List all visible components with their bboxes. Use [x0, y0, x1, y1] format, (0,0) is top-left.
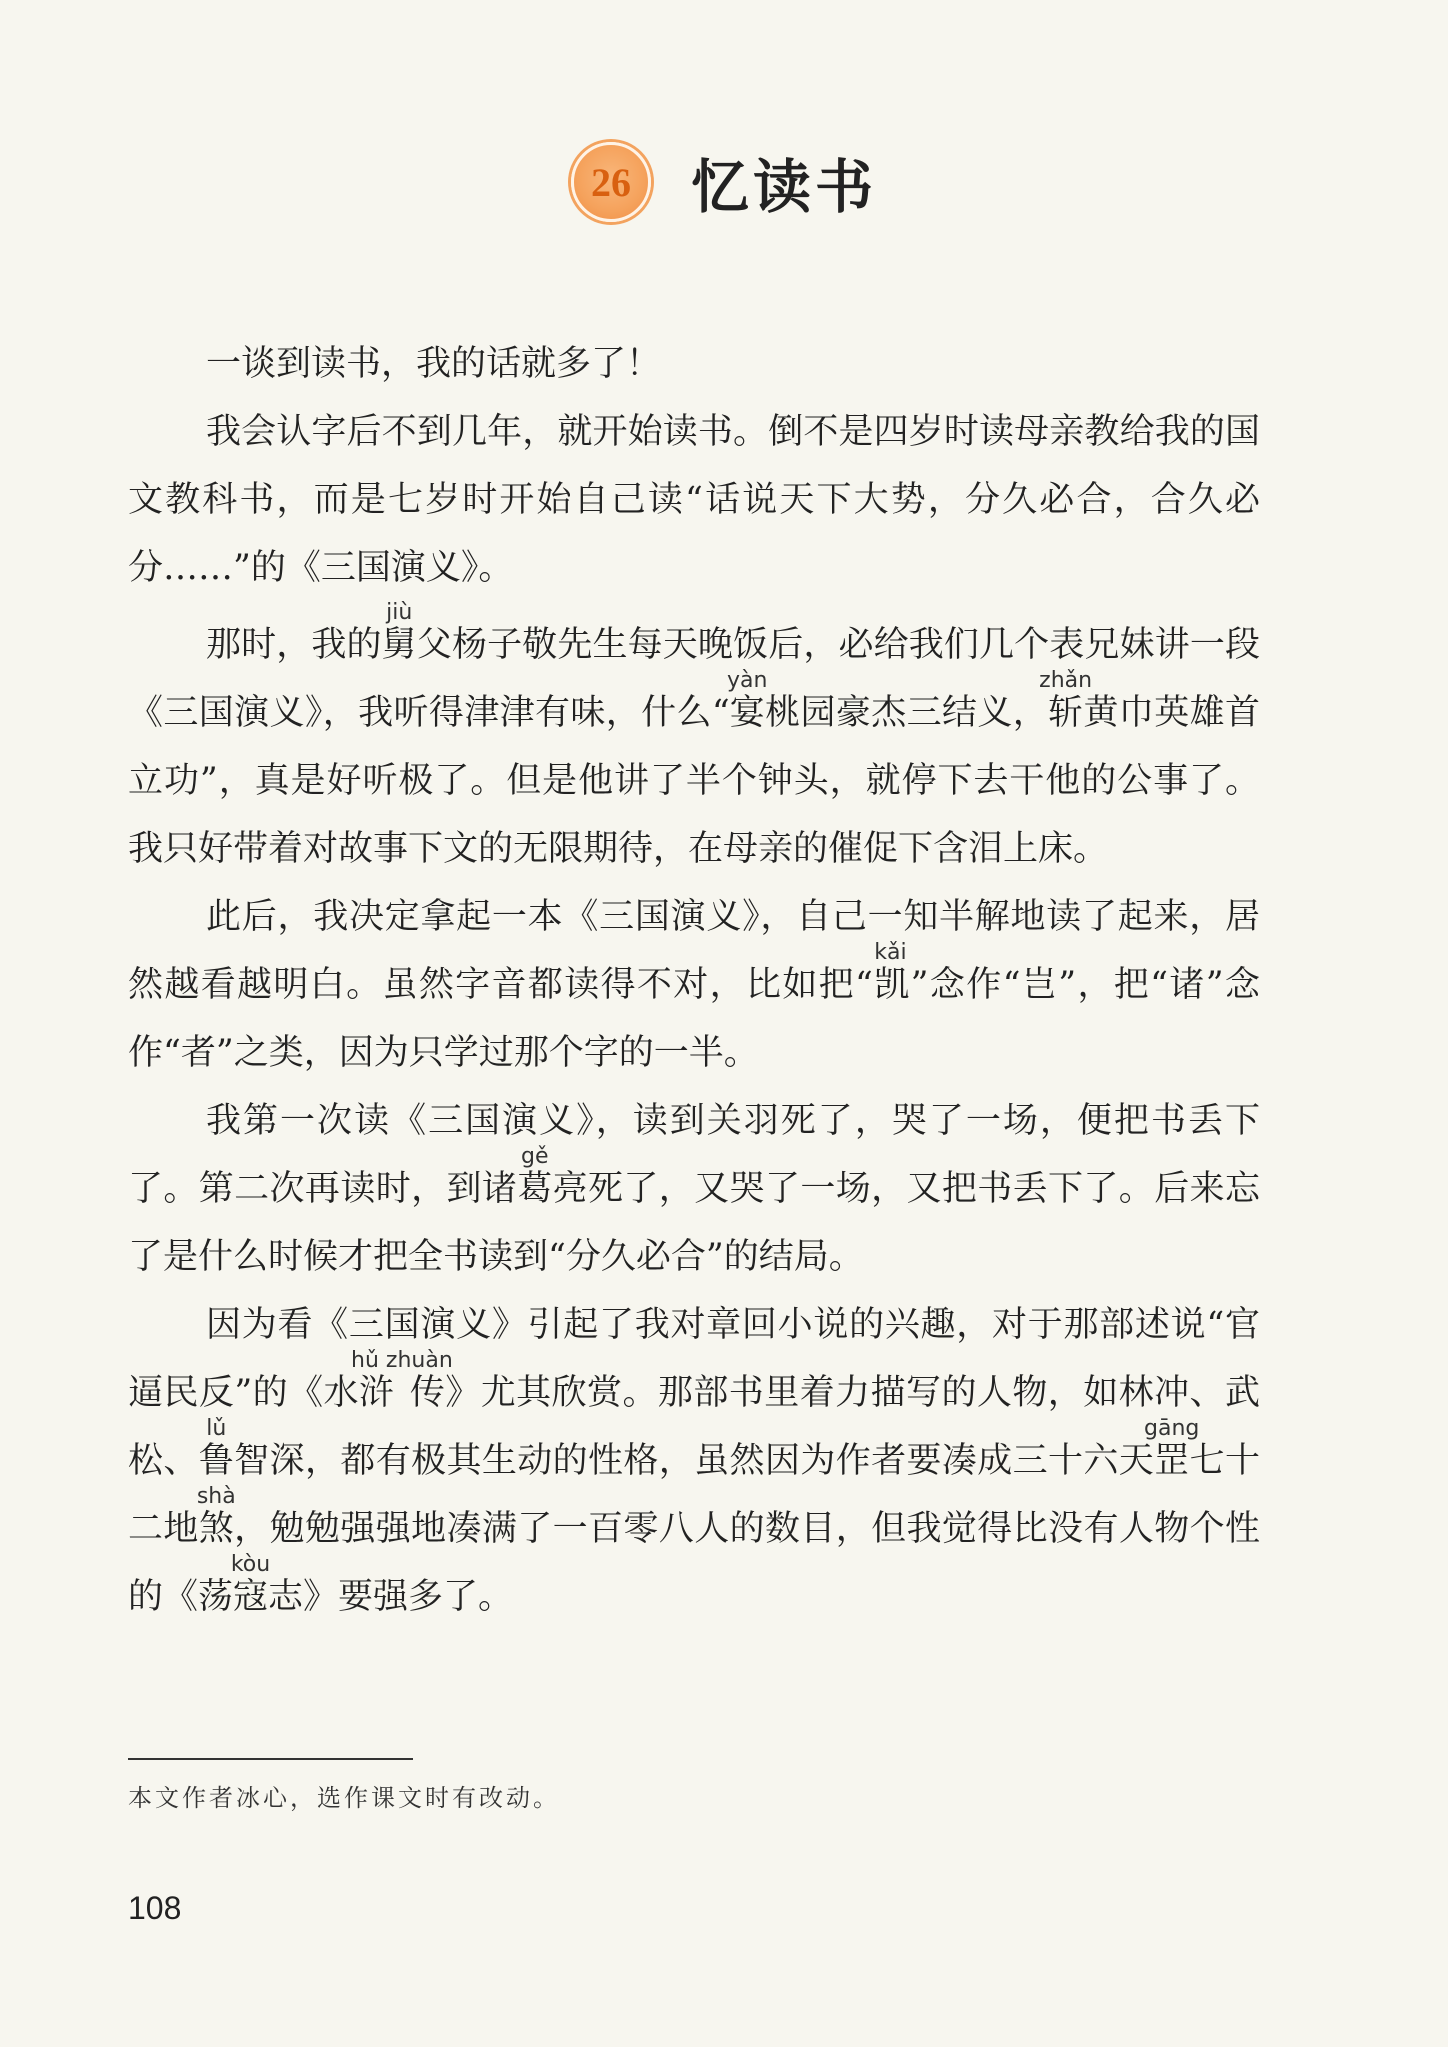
- lesson-title: 忆读书: [690, 153, 877, 221]
- pinyin-annotation: 葛gě: [517, 1144, 553, 1209]
- pinyin-annotation: 煞shà: [196, 1484, 236, 1549]
- paragraph-4: 此后，我决定拿起一本《三国演义》，自己一知半解地读了起来，居然越看越明白。虽然字音都读得不对，比如把“凯kǎi”念作“岂”，把“诸”念作“者”之类，因为只学过那个字的一半。: [128, 897, 1260, 1073]
- paragraph-3: 那时，我的舅jiù父杨子敬先生每天晚饭后，必给我们几个表兄妹讲一段《三国演义》，我听得津津有味，什么“宴yàn桃园豪杰三结义，斩zhǎn黄巾英雄首立功”，真是好听极了。但是他讲了半个钟头，就停下去干他的公事了。我只好带着对故事下文的无限期待，在母亲的催促下含泪上床。: [128, 600, 1260, 869]
- lesson-number-badge: 26: [571, 142, 651, 222]
- paragraph-2: 我会认字后不到几年，就开始读书。倒不是四岁时读母亲教给我的国文教科书，而是七岁时开始自己读“话说天下大势，分久必合，合久必分……”的《三国演义》。: [128, 412, 1260, 588]
- page-number: 108: [128, 1890, 182, 1926]
- paragraph-1: 一谈到读书，我的话就多了！: [206, 344, 662, 384]
- pinyin-annotation: 寇kòu: [230, 1552, 271, 1617]
- footnote-divider: [128, 1758, 413, 1760]
- pinyin-annotation: 舅jiù: [381, 600, 417, 665]
- article-body: [128, 330, 1260, 1631]
- pinyin-annotation: 斩zhǎn: [1039, 668, 1093, 733]
- paragraph-5: 我第一次读《三国演义》，读到关羽死了，哭了一场，便把书丢下了。第二次再读时，到诸葛gě亮死了，又哭了一场，又把书丢下了。后来忘了是什么时候才把全书读到“分久必合”的结局。: [128, 1101, 1260, 1277]
- pinyin-annotation: 罡gāng: [1144, 1416, 1200, 1481]
- pinyin-annotation: 鲁lǔ: [198, 1416, 235, 1481]
- footnote: 本文作者冰心，选作课文时有改动。: [128, 1784, 560, 1812]
- pinyin-annotation: 宴yàn: [727, 668, 768, 733]
- paragraph-6: 因为看《三国演义》引起了我对章回小说的兴趣，对于那部述说“官逼民反”的《水浒传hǔ zhuàn》尤其欣赏。那部书里着力描写的人物，如林冲、武松、鲁lǔ智深，都有极其生动的性格，虽然因为作者要凑成三十六天罡gāng七十二地煞shà，勉勉强强地凑满了一百零八人的数目，但我觉得比没有人物个性的《荡寇kòu志》要强多了。: [128, 1305, 1260, 1617]
- lesson-header: [0, 140, 1448, 224]
- pinyin-annotation: 凯kǎi: [872, 940, 911, 1005]
- pinyin-annotation: 浒传hǔ zhuàn: [351, 1348, 453, 1413]
